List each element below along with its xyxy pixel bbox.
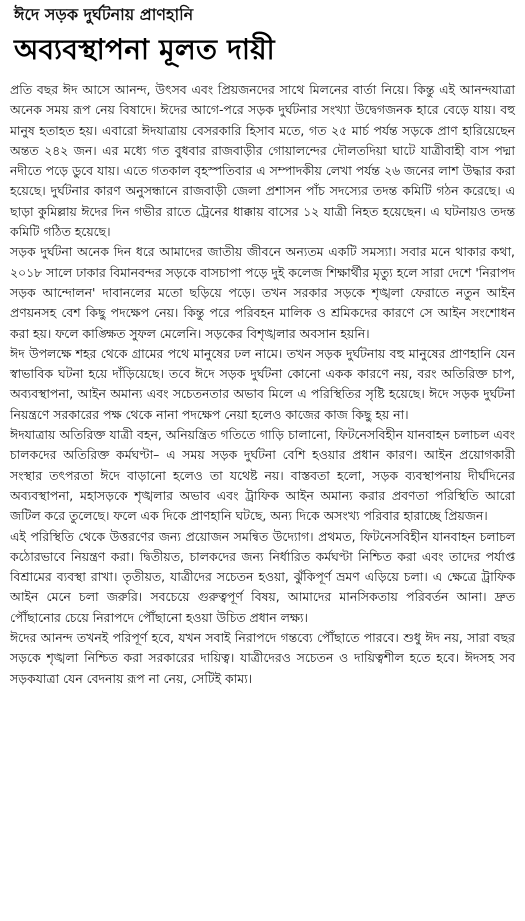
article-paragraph: ঈদ উপলক্ষে শহর থেকে গ্রামের পথে মানুষের ঢল নামে। তখন সড়ক দুর্ঘটনায় বহু মানুষের প্রাণহানি যেন স্বাভাবিক ঘটনা হয়ে দাঁড়িয়েছে। তবে ঈদে সড়ক দুর্ঘটনা কোনো একক কারণে নয়, বরং অতিরিক্ত চাপ, অব্যবস্থাপনা, আইন অমান্য এবং সচেতনতার অভাব মিলে এ পরিস্থিতির সৃষ্টি হয়েছে। ঈদে সড়ক দুর্ঘটনা নিয়ন্ত্রণে সরকারের পক্ষ থেকে নানা পদক্ষেপ নেয়া হলেও কাজের কাজ কিছু হয় না। (10, 345, 515, 422)
article-kicker: ঈদে সড়ক দুর্ঘটনায় প্রাণহানি (14, 5, 194, 24)
article-headline: অব্যবস্থাপনা মূলত দায়ী (14, 33, 275, 66)
article-body (10, 80, 515, 689)
article-paragraph: প্রতি বছর ঈদ আসে আনন্দ, উৎসব এবং প্রিয়জনদের সাথে মিলনের বার্তা নিয়ে। কিন্তু এই আনন্দযাত্রা অনেক সময় রূপ নেয় বিষাদে। ঈদের আগে-পরে সড়ক দুর্ঘটনার সংখ্যা উদ্বেগজনক হারে বেড়ে যায়। বহু মানুষ হতাহত হয়। এবারো ঈদযাত্রায় বেসরকারি হিসাব মতে, গত ২৫ মার্চ পর্যন্ত সড়কে প্রাণ হারিয়েছেন অন্তত ২৪২ জন। এর মধ্যে গত বুধবার রাজবাড়ীর গোয়ালন্দের দৌলতদিয়া ঘাটে যাত্রীবাহী বাস পদ্মা নদীতে পড়ে ডুবে যায়। এতে গতকাল বৃহস্পতিবার এ সম্পাদকীয় লেখা পর্যন্ত ২৬ জনের লাশ উদ্ধার করা হয়েছে। দুর্ঘটনার কারণ অনুসন্ধানে রাজবাড়ী জেলা প্রশাসন পাঁচ সদস্যের তদন্ত কমিটি গঠন করেছে। এ ছাড়া কুমিল্লায় ঈদের দিন গভীর রাতে ট্রেনের ধাক্কায় বাসের ১২ যাত্রী নিহত হয়েছেন। এ ঘটনায়ও তদন্ত কমিটি গঠিত হয়েছে। (10, 82, 515, 240)
article-paragraph: ঈদযাত্রায় অতিরিক্ত যাত্রী বহন, অনিয়ন্ত্রিত গতিতে গাড়ি চালানো, ফিটনেসবিহীন যানবাহন চলাচল এবং চালকদের অতিরিক্ত কর্মঘণ্টা– এ সময় সড়ক দুর্ঘটনা বেশি হওয়ার প্রধান কারণ। আইন প্রয়োগকারী সংস্থার তৎপরতা ঈদে বাড়ানো হলেও তা যথেষ্ট নয়। বাস্তবতা হলো, সড়ক ব্যবস্থাপনায় দীর্ঘদিনের অব্যবস্থাপনা, মহাসড়কে শৃঙ্খলার অভাব এবং ট্রাফিক আইন অমান্য করার প্রবণতা পরিস্থিতি আরো জটিল করে তুলেছে। ফলে এক দিকে প্রাণহানি ঘটছে, অন্য দিকে অসংখ্য পরিবার হারাচ্ছে প্রিয়জন। (10, 427, 515, 524)
article-paragraph: এই পরিস্থিতি থেকে উত্তরণের জন্য প্রয়োজন সমন্বিত উদ্যোগ। প্রথমত, ফিটনেসবিহীন যানবাহন চলাচল কঠোরভাবে নিয়ন্ত্রণ করা। দ্বিতীয়ত, চালকদের জন্য নির্ধারিত কর্মঘণ্টা নিশ্চিত করা এবং তাদের পর্যাপ্ত বিশ্রামের ব্যবস্থা রাখা। তৃতীয়ত, যাত্রীদের সচেতন হওয়া, ঝুঁকিপূর্ণ ভ্রমণ এড়িয়ে চলা। এ ক্ষেত্রে ট্রাফিক আইন মেনে চলা জরুরি। সবচেয়ে গুরুত্বপূর্ণ বিষয়, আমাদের মানসিকতায় পরিবর্তন আনা। দ্রুত পৌঁছানোর চেয়ে নিরাপদে পৌঁছানো হওয়া উচিত প্রধান লক্ষ্য। (10, 528, 515, 625)
article-paragraph: সড়ক দুর্ঘটনা অনেক দিন ধরে আমাদের জাতীয় জীবনে অন্যতম একটি সমস্যা। সবার মনে থাকার কথা, ২০১৮ সালে ঢাকার বিমানবন্দর সড়কে বাসচাপা পড়ে দুই কলেজ শিক্ষার্থীর মৃত্যু হলে সারা দেশে 'নিরাপদ সড়ক আন্দোলন' দাবানলের মতো ছড়িয়ে পড়ে। তখন সরকার সড়কে শৃঙ্খলা ফেরাতে নতুন আইন প্রণয়নসহ বেশ কিছু পদক্ষেপ নেয়। কিন্তু পরে পরিবহন মালিক ও শ্রমিকদের কারণে সে আইন সংশোধন করা হয়। ফলে কাঙ্ক্ষিত সুফল মেলেনি। সড়কের বিশৃঙ্খলার অবসান হয়নি। (10, 244, 515, 341)
article-paragraph: ঈদের আনন্দ তখনই পরিপূর্ণ হবে, যখন সবাই নিরাপদে গন্তব্যে পৌঁছাতে পারবে। শুধু ঈদ নয়, সারা বছর সড়কে শৃঙ্খলা নিশ্চিত করা সরকারের দায়িত্ব। যাত্রীদেরও সচেতন ও দায়িত্বশীল হতে হবে। ঈদসহ সব সড়কযাত্রা যেন বেদনায় রূপ না নেয়, সেটিই কাম্য। (10, 630, 515, 686)
